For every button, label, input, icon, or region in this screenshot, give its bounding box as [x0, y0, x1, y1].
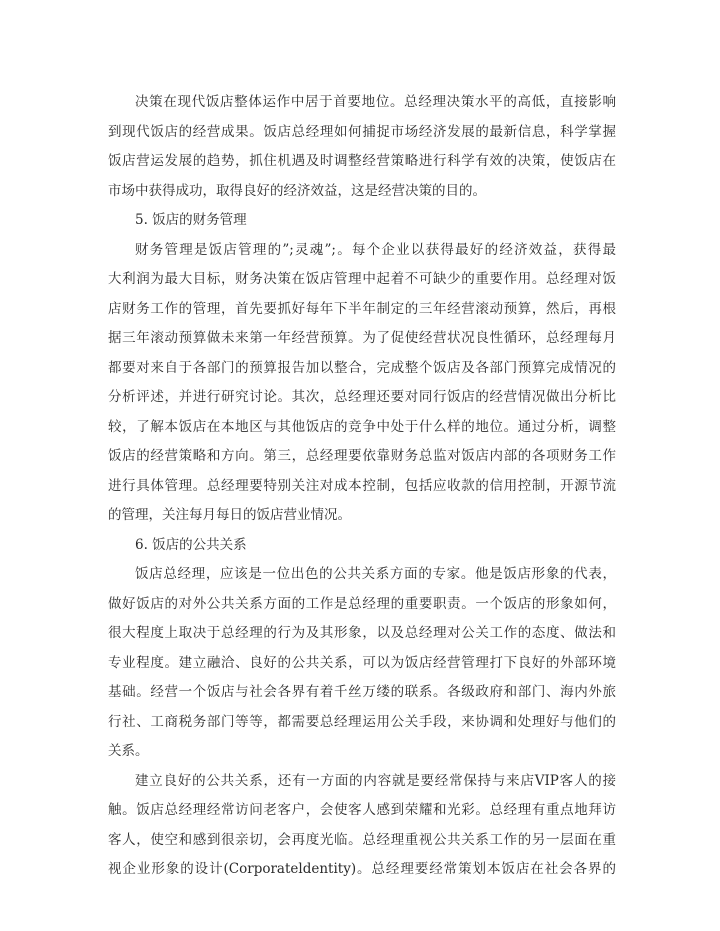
text-line: 饭店营运发展的趋势，抓住机遇及时调整经营策略进行科学有效的决策，使饭店在: [108, 153, 616, 169]
text-line: 视企业形象的设计(Corporateldentity)。总经理要经常策划本饭店在社会各界的: [108, 861, 616, 877]
text-line: 较，了解本饭店在本地区与其他饭店的竞争中处于什么样的地位。通过分析，调整: [108, 418, 616, 435]
text-line: 大利润为最大目标，财务决策在饭店管理中起着不可缺少的重要作用。总经理对饭: [108, 271, 616, 287]
text-line: 做好饭店的对外公共关系方面的工作是总经理的重要职责。一个饭店的形象如何，: [108, 595, 616, 612]
text-line: 进行具体管理。总经理要特别关注对成本控制，包括应收款的信用控制，开源节流: [108, 477, 616, 494]
text-line: 都要对来自于各部门的预算报告加以整合，完成整个饭店及各部门预算完成情况的: [108, 359, 616, 376]
text-line: 专业程度。建立融洽、良好的公共关系，可以为饭店经营管理打下良好的外部环境: [108, 654, 616, 671]
finance-paragraph: [108, 236, 616, 531]
text-line: 分析评述，并进行研究讨论。其次，总经理还要对同行饭店的经营情况做出分析比: [108, 389, 616, 405]
intro-paragraph: [108, 88, 616, 206]
public-relations-paragraph-2: [108, 767, 616, 885]
text-line: 客人，使空和感到很亲切，会再度光临。总经理重视公共关系工作的另一层面在重: [108, 831, 616, 848]
text-line: 据三年滚动预算做未来第一年经营预算。为了促使经营状况良性循环，总经理每月: [108, 330, 616, 346]
text-line: 决策在现代饭店整体运作中居于首要地位。总经理决策水平的高低，直接影响: [135, 94, 616, 110]
section-heading-finance: 5. 饭店的财务管理: [135, 212, 247, 228]
text-line: 很大程度上取决于总经理的行为及其形象，以及总经理对公关工作的态度、做法和: [108, 625, 616, 641]
text-line: 行社、工商税务部门等等，都需要总经理运用公关手段，来协调和处理好与他们的: [108, 713, 616, 730]
text-line: 店财务工作的管理，首先要抓好每年下半年制定的三年经营滚动预算，然后，再根: [108, 300, 616, 317]
text-line: 市场中获得成功，取得良好的经济效益，这是经营决策的目的。: [108, 182, 486, 199]
document-body: [108, 88, 616, 885]
section-heading-public-relations: 6. 饭店的公共关系: [135, 536, 247, 553]
text-line: 财务管理是饭店管理的”;灵魂”;。每个企业以获得最好的经济效益，获得最: [135, 241, 616, 258]
text-line: 关系。: [108, 743, 149, 759]
text-line: 建立良好的公共关系，还有一方面的内容就是要经常保持与来店VIP客人的接: [135, 772, 616, 789]
text-line: 基础。经营一个饭店与社会各界有着千丝万缕的联系。各级政府和部门、海内外旅: [108, 684, 616, 700]
text-line: 饭店的经营策略和方向。第三，总经理要依靠财务总监对饭店内部的各项财务工作: [108, 448, 616, 464]
text-line: 饭店总经理，应该是一位出色的公共关系方面的专家。他是饭店形象的代表，: [135, 566, 616, 582]
text-line: 到现代饭店的经营成果。饭店总经理如何捕捉市场经济发展的最新信息，科学掌握: [108, 123, 616, 140]
public-relations-paragraph-1: [108, 560, 616, 767]
text-line: 的管理，关注每月每日的饭店营业情况。: [108, 507, 351, 523]
text-line: 触。饭店总经理经常访问老客户，会使客人感到荣耀和光彩。总经理有重点地拜访: [108, 802, 616, 818]
